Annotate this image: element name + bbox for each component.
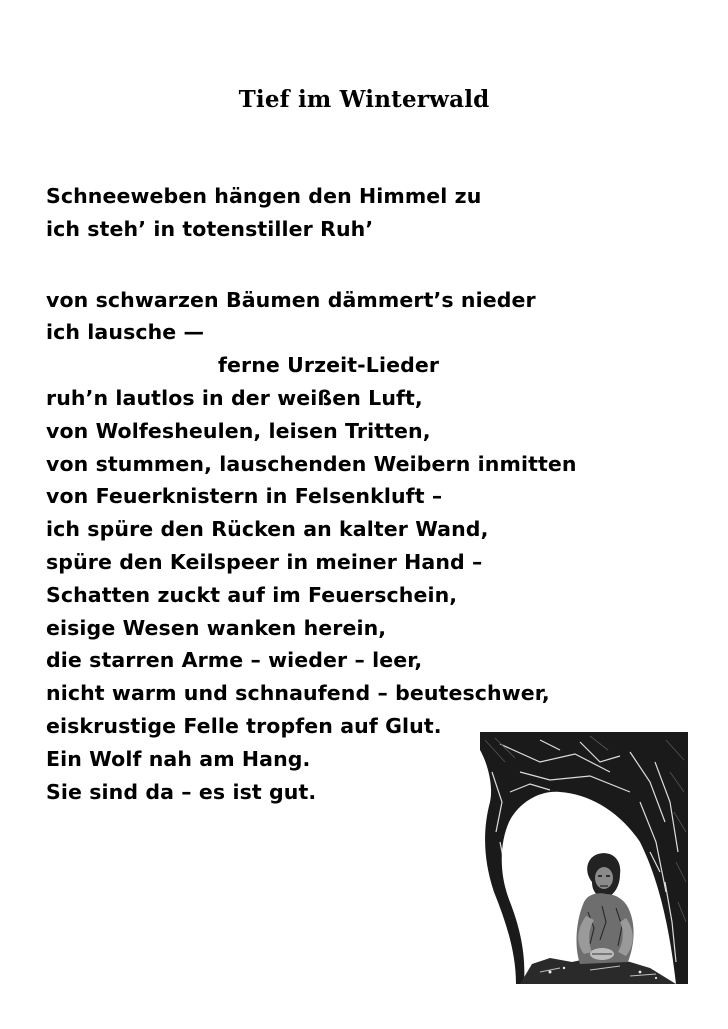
poem-body	[46, 180, 686, 808]
poem-line: eiskrustige Felle tropfen auf Glut.	[46, 713, 442, 738]
poem-title: Tief im Winterwald	[238, 86, 490, 113]
poem-line: Schneeweben hängen den Himmel zu	[46, 184, 482, 208]
poem-line: Schatten zuckt auf im Feuerschein,	[46, 582, 458, 607]
poem-line: ich lausche —	[46, 320, 205, 345]
stanza-1	[46, 180, 686, 246]
poem-line: von stummen, lauschenden Weibern inmitten	[46, 451, 577, 476]
stanza-2	[46, 284, 686, 809]
poem-line: die starren Arme – wieder – leer,	[46, 648, 423, 673]
poem-line: ich steh’ in totenstiller Ruh’	[46, 216, 374, 241]
poem-line: Sie sind da – es ist gut.	[46, 779, 317, 804]
poem-line: von schwarzen Bäumen dämmert’s nieder	[46, 287, 536, 312]
cave-figure-illustration	[480, 732, 688, 984]
poem-line: von Wolfesheulen, leisen Tritten,	[46, 418, 431, 443]
poem-line: ich spüre den Rücken an kalter Wand,	[46, 517, 489, 542]
stanza-divider	[46, 246, 686, 284]
poem-line: spüre den Keilspeer in meiner Hand –	[46, 549, 483, 574]
poem-line: eisige Wesen wanken herein,	[46, 615, 387, 640]
poem-line: von Feuerknistern in Felsenkluft –	[46, 484, 443, 509]
poem-line-indented: ferne Urzeit-Lieder	[218, 353, 440, 378]
poem-line: Ein Wolf nah am Hang.	[46, 746, 311, 771]
poem-line: ruh’n lautlos in der weißen Luft,	[46, 385, 423, 410]
seated-figure	[577, 853, 634, 964]
poem-line: nicht warm und schnaufend – beuteschwer,	[46, 681, 550, 706]
